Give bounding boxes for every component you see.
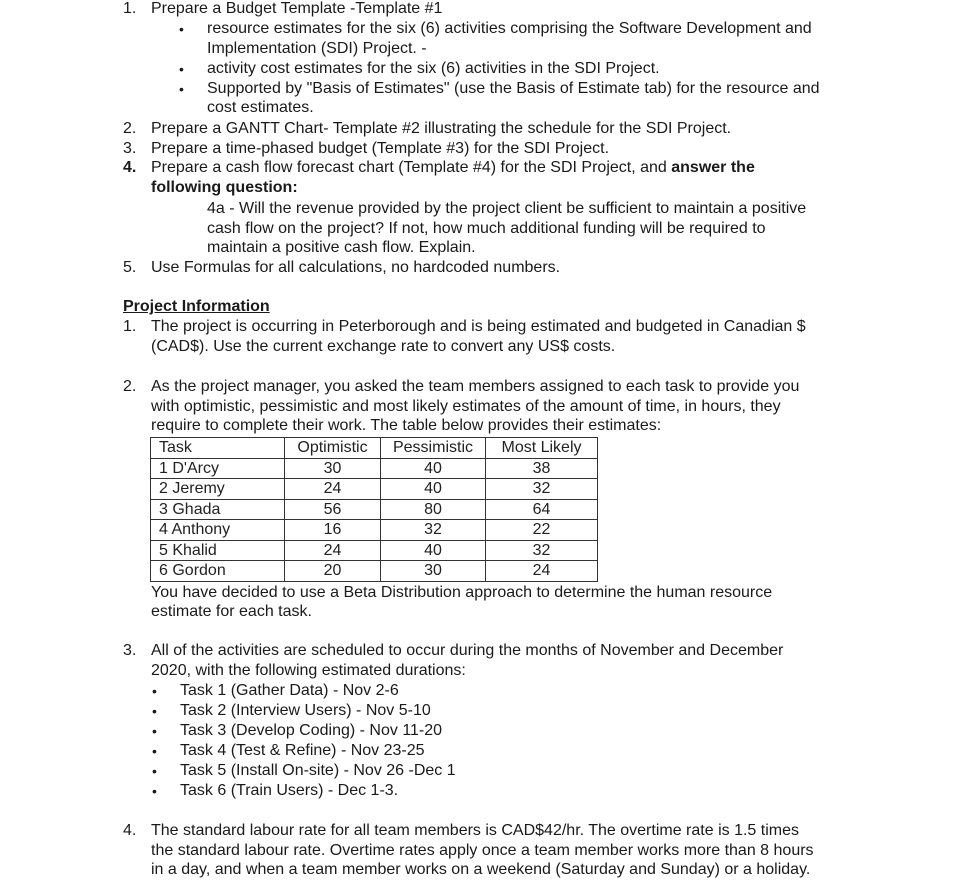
cell-most-likely: 24 [486,561,598,582]
bullet-icon: • [179,81,184,97]
list-number: 1. [123,318,137,335]
list-number: 3. [123,140,137,157]
bullet-icon: • [152,703,157,719]
project-info-3-cont: 2020, with the following estimated durations: [151,662,466,679]
schedule-task-1: Task 1 (Gather Data) - Nov 2-6 [180,682,399,699]
project-info-1-cont: (CAD$). Use the current exchange rate to convert any US$ costs. [151,338,616,355]
instruction-4-text: Prepare a cash flow forecast chart (Template #4) for the SDI Project, and [151,159,672,176]
header-task: Task [151,438,285,459]
cell-most-likely: 32 [486,479,598,500]
project-info-2-cont-1: with optimistic, pessimistic and most likely estimates of the amount of time, in hours, they [151,398,781,415]
cell-optimistic: 56 [285,499,381,520]
bullet-icon: • [152,743,157,759]
schedule-task-6: Task 6 (Train Users) - Dec 1-3. [180,782,399,799]
cell-optimistic: 24 [285,479,381,500]
question-4a-cont-1: cash flow on the project? If not, how much additional funding will be required to [207,220,766,237]
question-4a-cont-2: maintain a positive cash flow. Explain. [207,239,476,256]
instruction-4-bold-cont: following question: [151,179,298,196]
cell-pessimistic: 30 [381,561,486,582]
instruction-5: Use Formulas for all calculations, no hardcoded numbers. [151,259,561,276]
project-info-4: The standard labour rate for all team members is CAD$42/hr. The overtime rate is 1.5 times [151,822,799,839]
cell-optimistic: 30 [285,458,381,479]
instruction-1-bullet-1-cont: Implementation (SDI) Project. - [207,40,427,57]
cell-optimistic: 24 [285,540,381,561]
list-number: 1. [123,0,137,17]
cell-most-likely: 38 [486,458,598,479]
list-number: 2. [123,378,137,395]
instruction-1-bullet-1: resource estimates for the six (6) activities comprising the Software Development and [207,20,812,37]
cell-most-likely: 32 [486,540,598,561]
cell-pessimistic: 40 [381,458,486,479]
list-number: 2. [123,120,137,137]
cell-pessimistic: 40 [381,479,486,500]
bullet-icon: • [152,683,157,699]
bullet-icon: • [179,21,184,37]
bullet-icon: • [152,763,157,779]
cell-pessimistic: 40 [381,540,486,561]
bullet-icon: • [152,723,157,739]
header-optimistic: Optimistic [285,438,381,459]
table-row [151,499,598,520]
cell-pessimistic: 80 [381,499,486,520]
project-info-1: The project is occurring in Peterborough and is being estimated and budgeted in Canadian $ [151,318,806,335]
table-header-row [151,438,598,459]
table-row [151,458,598,479]
instruction-1-bullet-3: Supported by "Basis of Estimates" (use the Basis of Estimate tab) for the resource and [207,80,820,97]
list-number: 4. [123,822,137,839]
instruction-1-bullet-3-cont: cost estimates. [207,99,314,116]
list-number: 3. [123,642,137,659]
instruction-3: Prepare a time-phased budget (Template #3) for the SDI Project. [151,140,610,157]
project-info-4-cont-1: the standard labour rate. Overtime rates apply once a team member works more than 8 hours [151,842,814,859]
list-number: 5. [123,259,137,276]
project-info-4-cont-2: in a day, and when a team member works on a weekend (Saturday and Sunday) or a holiday. [151,861,811,878]
cell-task: 3 Ghada [151,499,285,520]
beta-distribution-note-cont: estimate for each task. [151,603,312,620]
instruction-1-bullet-2: activity cost estimates for the six (6) activities in the SDI Project. [207,60,660,77]
schedule-task-4: Task 4 (Test & Refine) - Nov 23-25 [180,742,425,759]
schedule-task-3: Task 3 (Develop Coding) - Nov 11-20 [180,722,443,739]
schedule-task-2: Task 2 (Interview Users) - Nov 5-10 [180,702,431,719]
header-most-likely: Most Likely [486,438,598,459]
bullet-icon: • [179,61,184,77]
section-heading: Project Information [123,298,270,315]
cell-task: 2 Jeremy [151,479,285,500]
cell-optimistic: 20 [285,561,381,582]
cell-task: 6 Gordon [151,561,285,582]
project-info-2: As the project manager, you asked the team members assigned to each task to provide you [151,378,800,395]
cell-most-likely: 22 [486,520,598,541]
cell-task: 4 Anthony [151,520,285,541]
cell-task: 1 D'Arcy [151,458,285,479]
header-pessimistic: Pessimistic [381,438,486,459]
table-row [151,561,598,582]
table-row [151,520,598,541]
schedule-task-5: Task 5 (Install On-site) - Nov 26 -Dec 1 [180,762,456,779]
estimates-table [150,437,598,582]
project-info-2-cont-2: require to complete their work. The table below provides their estimates: [151,417,662,434]
bullet-icon: • [152,783,157,799]
list-number: 4. [123,159,137,176]
beta-distribution-note: You have decided to use a Beta Distribution approach to determine the human resource [151,584,773,601]
table-row [151,479,598,500]
cell-optimistic: 16 [285,520,381,541]
question-4a: 4a - Will the revenue provided by the project client be sufficient to maintain a positive [207,200,807,217]
instruction-4 [151,158,755,178]
instruction-4-bold: answer the [671,159,755,176]
instruction-2: Prepare a GANTT Chart- Template #2 illustrating the schedule for the SDI Project. [151,120,732,137]
table-row [151,540,598,561]
cell-task: 5 Khalid [151,540,285,561]
cell-pessimistic: 32 [381,520,486,541]
cell-most-likely: 64 [486,499,598,520]
instruction-1: Prepare a Budget Template -Template #1 [151,0,443,17]
project-info-3: All of the activities are scheduled to occur during the months of November and December [151,642,784,659]
